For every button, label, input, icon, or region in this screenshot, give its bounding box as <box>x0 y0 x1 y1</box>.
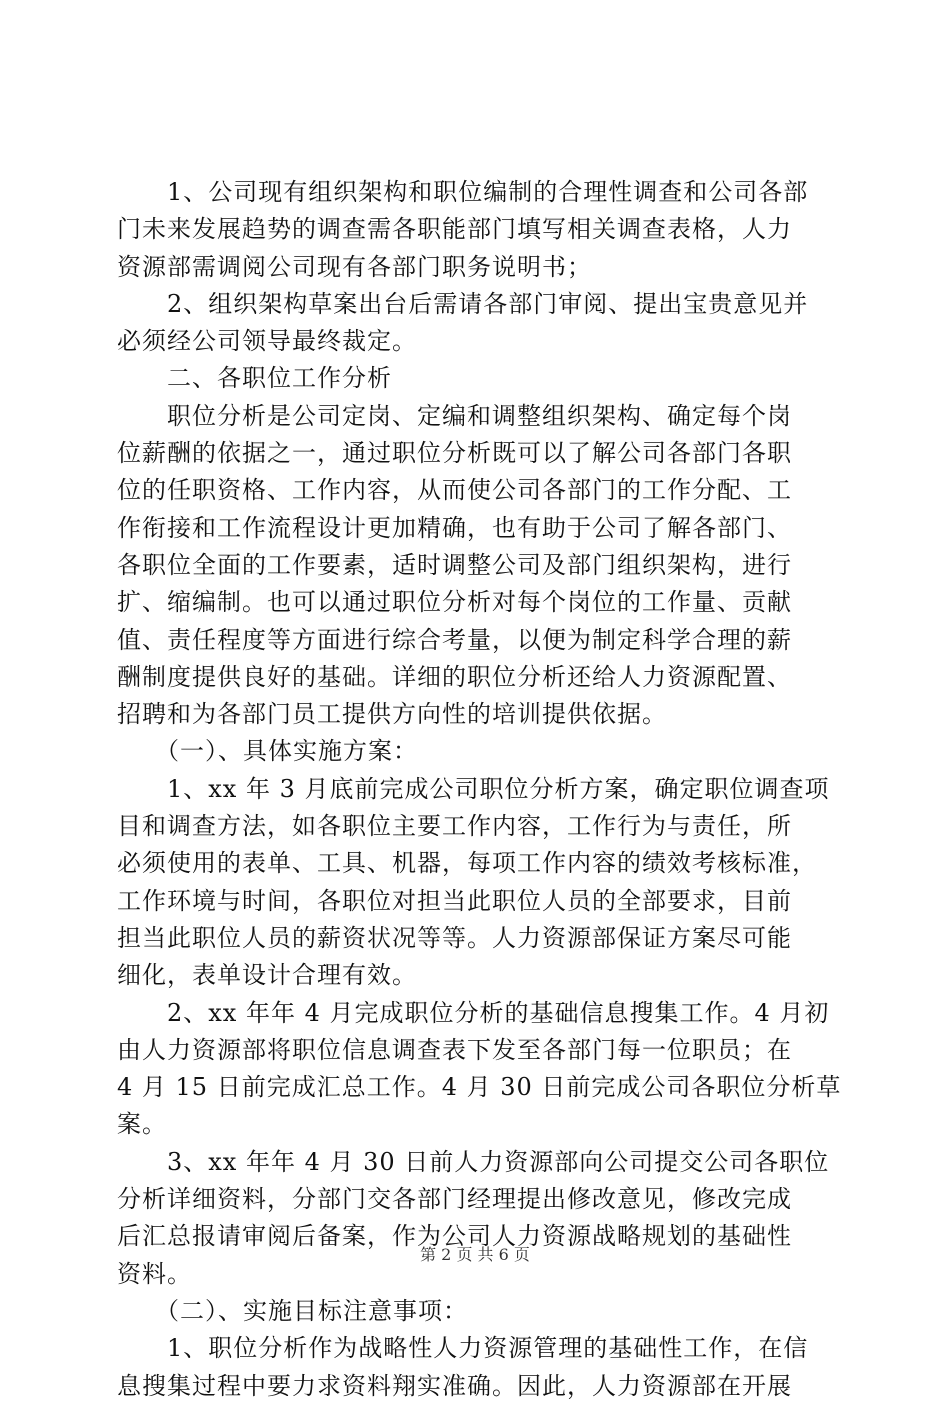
text-line: 分析详细资料，分部门交各部门经理提出修改意见，修改完成 <box>117 1185 792 1214</box>
text-line: 1、xx 年 3 月底前完成公司职位分析方案，确定职位调查项 <box>117 774 830 803</box>
text-line: 4 月 15 日前完成汇总工作。4 月 30 日前完成公司各职位分析草 <box>117 1073 842 1102</box>
text-line: 值、责任程度等方面进行综合考量，以便为制定科学合理的薪 <box>117 625 792 654</box>
subsection-heading: （二）、实施目标注意事项： <box>117 1296 468 1325</box>
text-line: 工作环境与时间，各职位对担当此职位人员的全部要求，目前 <box>117 886 792 915</box>
text-line: 位的任职资格、工作内容，从而使公司各部门的工作分配、工 <box>117 476 792 505</box>
subsection-heading: （一）、具体实施方案： <box>117 737 418 766</box>
text-line: 3、xx 年年 4 月 30 日前人力资源部向公司提交公司各职位 <box>117 1147 830 1176</box>
text-line: 作衔接和工作流程设计更加精确，也有助于公司了解各部门、 <box>117 513 792 542</box>
text-line: 担当此职位人员的薪资状况等等。人力资源部保证方案尽可能 <box>117 923 792 952</box>
text-line: 招聘和为各部门员工提供方向性的培训提供依据。 <box>117 700 667 729</box>
text-line: 门未来发展趋势的调查需各职能部门填写相关调查表格，人力 <box>117 215 792 244</box>
text-line: 目和调查方法，如各职位主要工作内容，工作行为与责任，所 <box>117 812 792 841</box>
text-line: 必须使用的表单、工具、机器，每项工作内容的绩效考核标准， <box>117 849 817 878</box>
text-line: 扩、缩编制。也可以通过职位分析对每个岗位的工作量、贡献 <box>117 588 792 617</box>
text-line: 职位分析是公司定岗、定编和调整组织架构、确定每个岗 <box>117 401 792 430</box>
document-body <box>117 174 842 1405</box>
text-line: 1、公司现有组织架构和职位编制的合理性调查和公司各部 <box>117 178 809 206</box>
text-line: 各职位全面的工作要素，适时调整公司及部门组织架构，进行 <box>117 550 792 579</box>
text-line: 必须经公司领导最终裁定。 <box>117 327 417 356</box>
text-line: 资料。 <box>117 1259 192 1288</box>
section-heading: 二、各职位工作分析 <box>117 364 392 393</box>
text-line: 由人力资源部将职位信息调查表下发至各部门每一位职员；在 <box>117 1035 792 1064</box>
text-line: 1、职位分析作为战略性人力资源管理的基础性工作，在信 <box>117 1334 809 1363</box>
text-line: 后汇总报请审阅后备案，作为公司人力资源战略规划的基础性 <box>117 1222 792 1251</box>
text-line: 息搜集过程中要力求资料翔实准确。因此，人力资源部在开展 <box>117 1371 792 1400</box>
text-line: 2、xx 年年 4 月完成职位分析的基础信息搜集工作。4 月初 <box>117 998 830 1027</box>
text-line: 酬制度提供良好的基础。详细的职位分析还给人力资源配置、 <box>117 662 792 691</box>
page-number-footer: 第 2 页 共 6 页 <box>420 1245 530 1264</box>
text-line: 案。 <box>117 1110 167 1139</box>
text-line: 2、组织架构草案出台后需请各部门审阅、提出宝贵意见并 <box>117 289 809 318</box>
text-line: 资源部需调阅公司现有各部门职务说明书； <box>117 252 592 281</box>
text-line: 细化，表单设计合理有效。 <box>117 961 417 990</box>
text-line: 位薪酬的依据之一，通过职位分析既可以了解公司各部门各职 <box>117 439 792 468</box>
